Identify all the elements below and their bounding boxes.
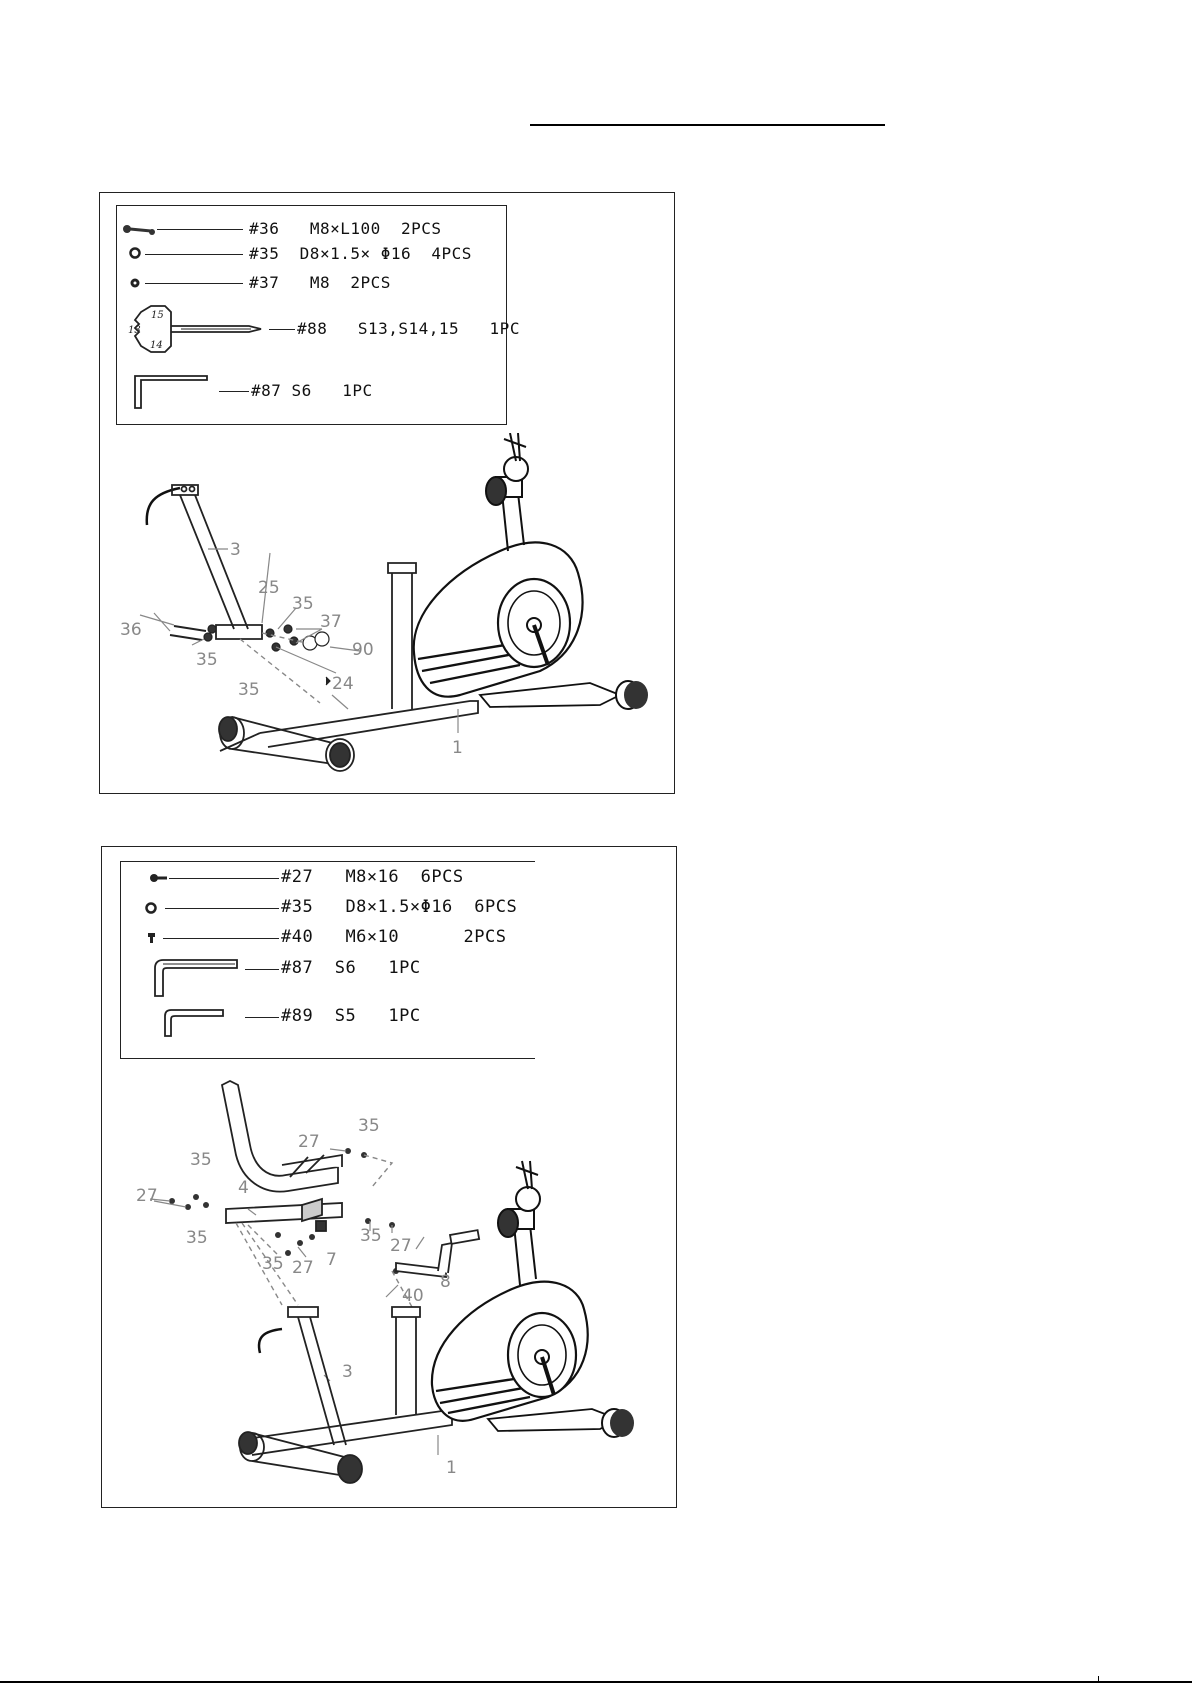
screw-icon <box>147 932 157 944</box>
part-qty: 6PCS <box>474 897 518 917</box>
callout-label: 3 <box>230 540 241 560</box>
rear-seat-post <box>288 1307 346 1445</box>
multi-wrench-icon <box>121 302 269 356</box>
bolt-icon <box>149 872 169 884</box>
part-spec: S13,S14,15 <box>357 319 460 338</box>
part-qty: 2PCS <box>463 927 507 947</box>
handlebar-upright <box>486 433 528 551</box>
step2-hardware-box <box>120 861 535 1059</box>
callout-label: 35 <box>262 1254 284 1274</box>
part-spec: S6 <box>291 381 312 400</box>
callout-label: 1 <box>452 738 463 758</box>
part-qty: 1PC <box>388 1006 421 1026</box>
part-qty: 1PC <box>489 319 520 338</box>
main-frame <box>219 701 478 771</box>
front-post <box>388 563 416 709</box>
step1-hardware-box <box>116 205 520 425</box>
sensor-cable <box>147 488 180 525</box>
hardware-row <box>117 374 506 414</box>
callout-label: 35 <box>190 1150 212 1170</box>
part-id: #87 <box>251 381 282 400</box>
hardware-row <box>117 242 506 272</box>
allen-key-small-icon <box>161 1008 225 1038</box>
nut-icon <box>129 277 141 289</box>
part-qty: 1PC <box>342 381 373 400</box>
footer-rule <box>0 1681 1192 1683</box>
front-post <box>392 1307 420 1415</box>
bolt-icon <box>121 221 157 237</box>
allen-key-icon <box>151 958 239 998</box>
part-qty: 2PCS <box>401 219 442 238</box>
callout-label: 8 <box>440 1272 451 1292</box>
hardware-row <box>117 271 506 301</box>
callout-label: 4 <box>238 1178 249 1198</box>
rear-seat-post <box>172 485 262 639</box>
part-id: #40 <box>281 927 314 947</box>
callout-label: 27 <box>136 1186 158 1206</box>
callout-label: 37 <box>320 612 342 632</box>
step2-panel <box>101 846 677 1508</box>
main-frame <box>239 1411 452 1483</box>
callout-label: 35 <box>292 594 314 614</box>
hardware-row <box>117 302 520 358</box>
callout-leaders <box>140 549 458 733</box>
washer-icon <box>129 247 141 259</box>
callout-label: 24 <box>332 674 354 694</box>
part-spec: M8 <box>309 273 331 292</box>
part-id: #36 <box>249 219 280 238</box>
washer-icon <box>145 902 157 914</box>
part-qty: 1PC <box>388 958 421 978</box>
part-spec: M6×10 <box>345 927 400 947</box>
callout-label: 40 <box>402 1286 424 1306</box>
part-id: #27 <box>281 867 314 887</box>
allen-key-icon <box>133 374 213 410</box>
callout-label: 35 <box>196 650 218 670</box>
flywheel-housing <box>414 542 648 709</box>
step1-panel <box>99 192 675 794</box>
callout-label: 27 <box>390 1236 412 1256</box>
handlebar-upright <box>498 1161 540 1285</box>
part-qty: 2PCS <box>350 273 391 292</box>
part-id: #89 <box>281 1006 314 1026</box>
wrench-size-label: 15 <box>151 310 164 321</box>
flywheel-housing <box>432 1282 634 1437</box>
part-id: #35 <box>281 897 314 917</box>
callout-label: 27 <box>292 1258 314 1278</box>
callout-label: 25 <box>258 578 280 598</box>
hardware-row <box>121 956 535 1000</box>
callout-label: 35 <box>360 1226 382 1246</box>
step1-assembly-diagram <box>100 433 674 791</box>
sensor-cable <box>259 1329 282 1353</box>
part-qty: 6PCS <box>420 867 464 887</box>
callout-label: 35 <box>186 1228 208 1248</box>
callout-label: 36 <box>120 620 142 640</box>
step2-assembly-diagram <box>102 1075 676 1505</box>
part-id: #35 <box>249 244 280 263</box>
part-spec: M8×16 <box>345 867 400 887</box>
title-underline <box>530 124 885 126</box>
callout-label: 90 <box>352 640 374 660</box>
callout-leaders <box>150 1149 438 1455</box>
part-id: #87 <box>281 958 314 978</box>
part-spec: D8×1.5× Φ16 <box>299 244 412 263</box>
hardware-row <box>121 895 535 925</box>
callout-label: 35 <box>238 680 260 700</box>
callout-label: 7 <box>326 1250 337 1270</box>
part-spec: S6 <box>334 958 357 978</box>
callout-label: 35 <box>358 1116 380 1136</box>
callout-label: 3 <box>342 1362 353 1382</box>
callout-label: 1 <box>446 1458 457 1478</box>
hardware-row <box>121 1008 535 1048</box>
callout-label: 27 <box>298 1132 320 1152</box>
hardware-row <box>121 865 535 895</box>
wrench-size-label: 14 <box>150 340 163 351</box>
part-id: #37 <box>249 273 280 292</box>
part-id: #88 <box>297 319 328 338</box>
part-spec: D8×1.5×Φ16 <box>345 897 453 917</box>
hardware-row <box>121 925 535 955</box>
part-qty: 4PCS <box>431 244 472 263</box>
wrench-size-label: 13 <box>128 325 141 336</box>
part-spec: S5 <box>334 1006 357 1026</box>
footer-tick <box>1098 1676 1099 1681</box>
part-spec: M8×L100 <box>309 219 381 238</box>
hardware-parts <box>204 625 330 685</box>
seat-back <box>222 1081 342 1192</box>
bolt-36 <box>170 626 206 640</box>
